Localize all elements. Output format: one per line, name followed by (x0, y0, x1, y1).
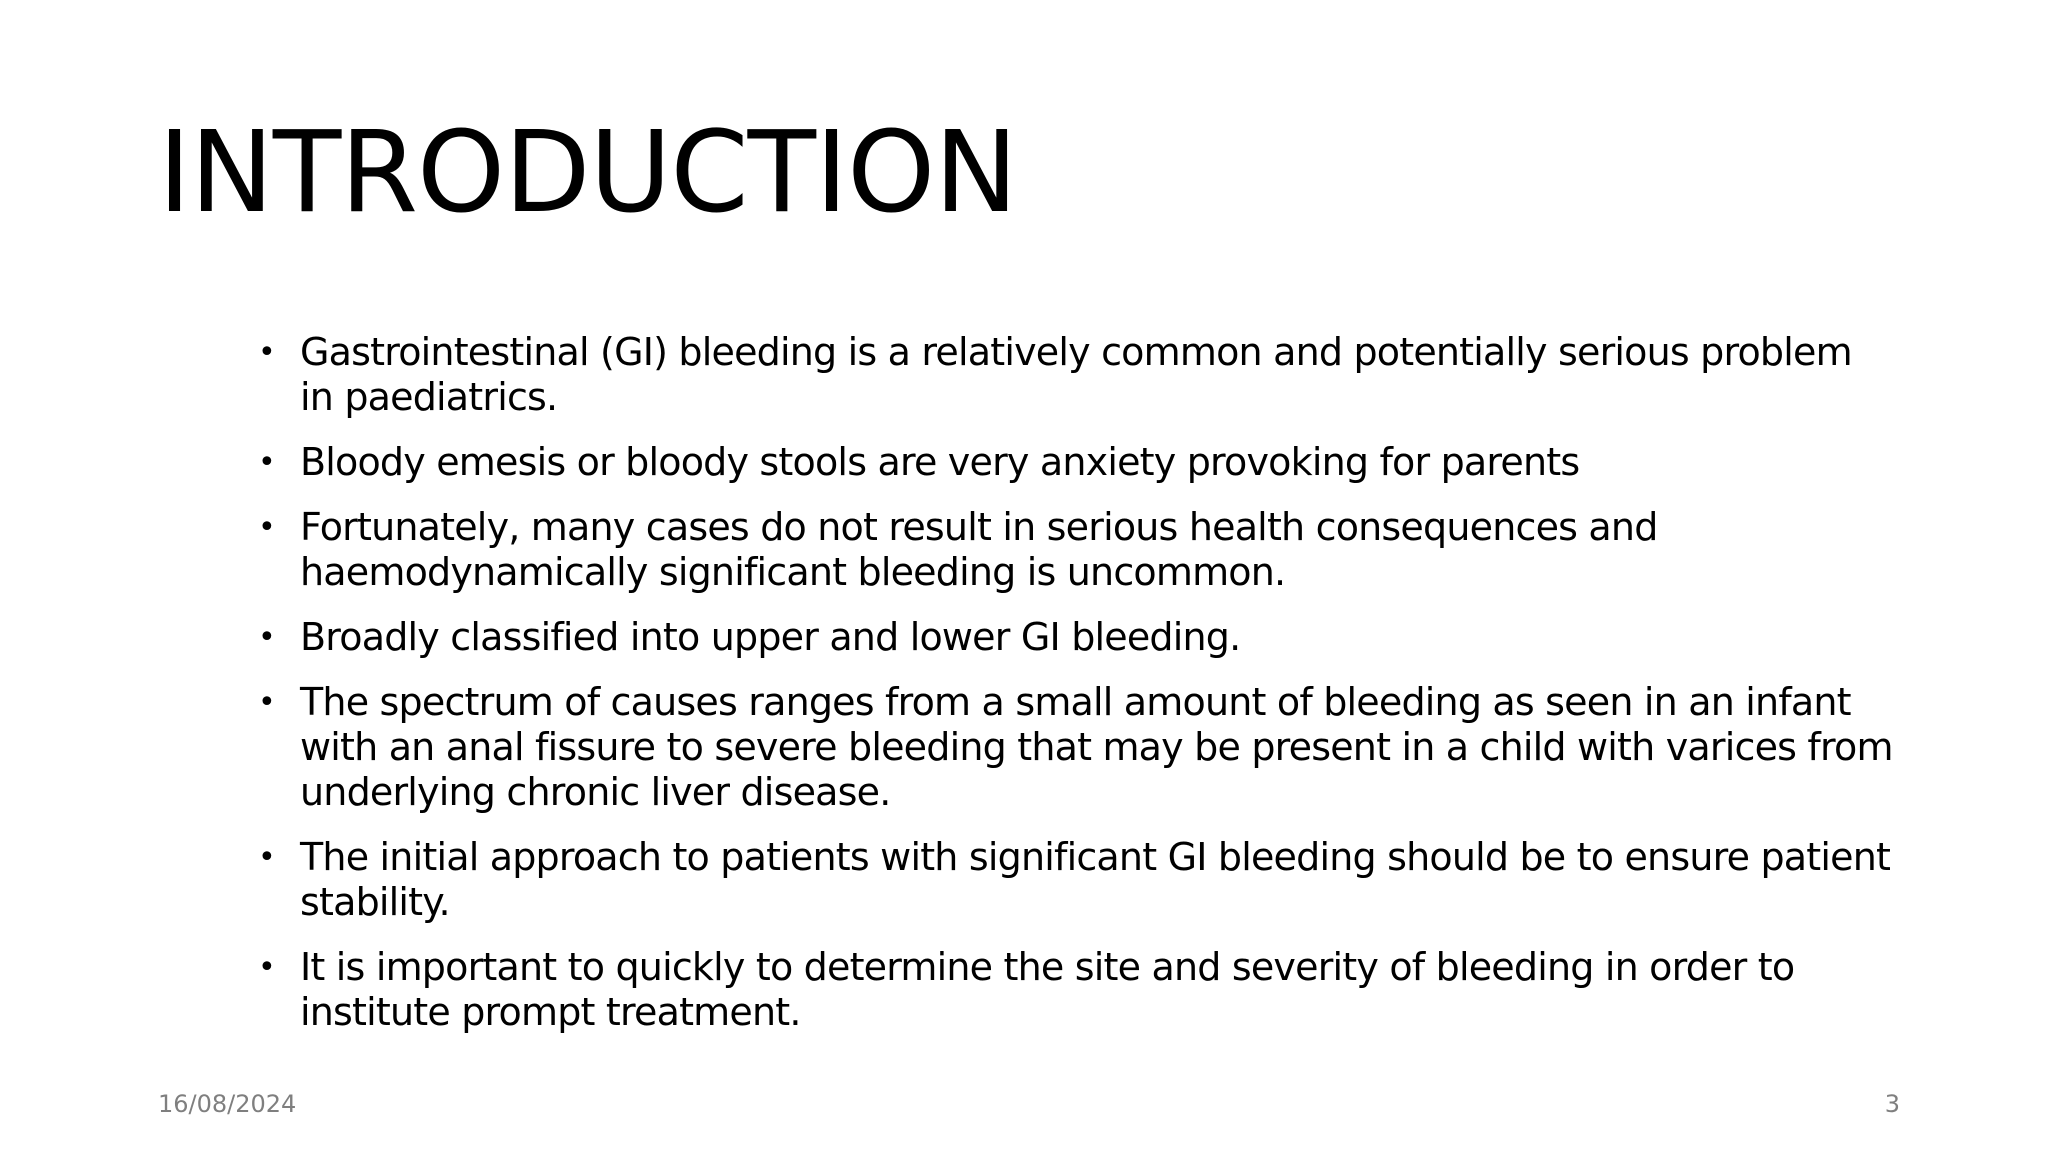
bullet-icon: • (258, 685, 275, 720)
bullet-list (256, 330, 1896, 1035)
bullet-icon: • (258, 510, 275, 545)
bullet-item (256, 615, 1896, 660)
bullet-text: Fortunately, many cases do not result in serious health consequences and haemodynamically significant bleeding is uncommon. (300, 505, 1658, 594)
bullet-item (256, 330, 1896, 420)
page-number: 3 (1884, 1090, 1900, 1118)
bullet-item (256, 680, 1896, 815)
bullet-text: Gastrointestinal (GI) bleeding is a relatively common and potentially serious problem in paediatrics. (300, 330, 1852, 419)
bullet-icon: • (258, 620, 275, 655)
bullet-icon: • (258, 840, 275, 875)
bullet-text: The initial approach to patients with significant GI bleeding should be to ensure patient stability. (300, 835, 1891, 924)
footer-date: 16/08/2024 (158, 1090, 297, 1118)
bullet-text: Bloody emesis or bloody stools are very anxiety provoking for parents (300, 440, 1580, 484)
bullet-icon: • (258, 950, 275, 985)
bullet-item (256, 440, 1896, 485)
bullet-item (256, 505, 1896, 595)
bullet-item (256, 945, 1896, 1035)
bullet-text: Broadly classified into upper and lower GI bleeding. (300, 615, 1241, 659)
slide-content (256, 330, 1896, 1055)
bullet-text: The spectrum of causes ranges from a small amount of bleeding as seen in an infant with an anal fissure to severe bleeding that may be present in a child with varices from underlying chronic liver disease. (300, 680, 1893, 814)
bullet-item (256, 835, 1896, 925)
bullet-text: It is important to quickly to determine the site and severity of bleeding in order to institute prompt treatment. (300, 945, 1795, 1034)
bullet-icon: • (258, 335, 275, 370)
bullet-icon: • (258, 445, 275, 480)
slide-title: INTRODUCTION (158, 108, 1018, 238)
